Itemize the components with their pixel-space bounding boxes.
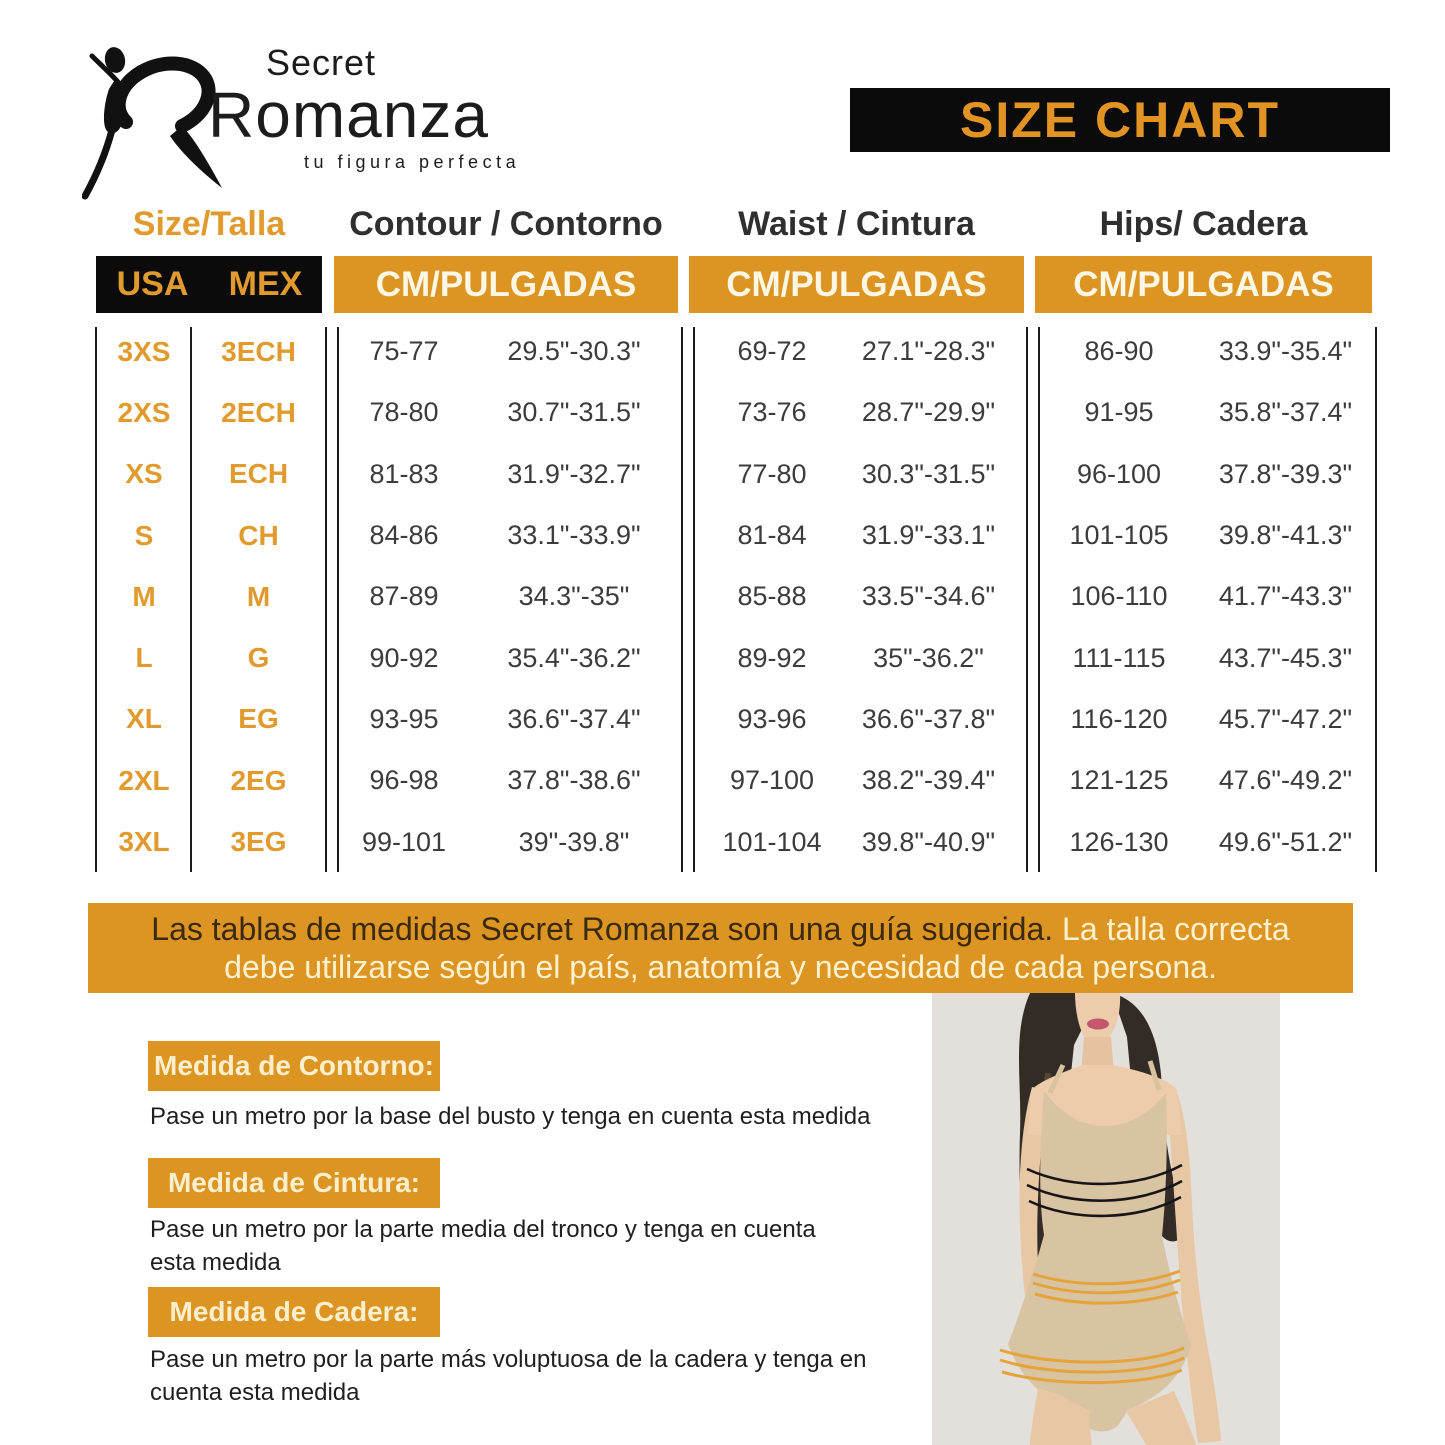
measure-value: 85-88 [737, 581, 807, 612]
size-label: 3EG [230, 826, 287, 858]
measure-value: 49.6"-51.2" [1218, 826, 1353, 857]
size-label: 2ECH [221, 396, 296, 428]
measure-value: 101-104 [722, 826, 822, 857]
measure-value: 35.8"-37.4" [1218, 397, 1353, 428]
measure-value: 84-86 [369, 520, 439, 551]
usa-label: USA [116, 265, 189, 303]
measure-value: 73-76 [737, 397, 807, 428]
measure-value: 33.9"-35.4" [1218, 336, 1353, 367]
page-title: SIZE CHART [960, 92, 1280, 148]
measure-value: 78-80 [369, 397, 439, 428]
measure-value: 121-125 [1069, 765, 1169, 796]
measure-value: 37.8"-38.6" [507, 765, 641, 796]
contour-measure-text [150, 1100, 950, 1133]
measure-value: 41.7"-43.3" [1218, 581, 1353, 612]
size-label: 2XL [118, 764, 170, 796]
notice-text-dark: Las tablas de medidas Secret Romanza son una guía sugerida. [151, 911, 1054, 947]
size-label: ECH [228, 458, 289, 490]
measure-value: 77-80 [737, 458, 807, 489]
size-label: G [247, 642, 270, 674]
size-label: M [246, 580, 271, 612]
table-row [95, 505, 1377, 566]
measure-value: 38.2"-39.4" [861, 765, 996, 796]
measure-value: 75-77 [369, 336, 439, 367]
measure-value: 69-72 [737, 336, 807, 367]
usa-mex-band [96, 256, 322, 313]
table-row [95, 627, 1377, 688]
size-label: 3XL [118, 826, 170, 858]
measure-value: 96-98 [369, 765, 439, 796]
size-label: 3ECH [221, 335, 296, 367]
brand-tagline: tu figura perfecta [304, 152, 521, 172]
hips-measure-title: Medida de Cadera: [148, 1287, 440, 1337]
measure-value: 39.8"-41.3" [1218, 520, 1353, 551]
measure-value: 33.5"-34.6" [861, 581, 996, 612]
contour-measure-line-1: Pase un metro por la base del busto y tenga en cuenta esta medida [150, 1103, 871, 1130]
mex-label: MEX [228, 265, 303, 303]
measure-value: 45.7"-47.2" [1218, 703, 1353, 734]
header-hips: Hips/ Cadera [1099, 205, 1308, 243]
size-chart-title-bar [850, 88, 1390, 152]
brand-name-top: Secret [266, 42, 377, 83]
measure-value: 33.1"-33.9" [507, 520, 641, 551]
table-row [95, 444, 1377, 505]
table-row [95, 689, 1377, 750]
measure-value: 43.7"-45.3" [1218, 642, 1353, 673]
size-label: L [135, 642, 153, 674]
model-photo [932, 993, 1280, 1445]
header-waist: Waist / Cintura [738, 205, 975, 243]
waist-units-band: CM/PULGADAS [689, 256, 1024, 313]
measure-value: 99-101 [361, 826, 447, 857]
measure-value: 35.4"-36.2" [507, 642, 641, 673]
measure-value: 47.6"-49.2" [1218, 765, 1353, 796]
hips-measure-line-2: cuenta esta medida [150, 1379, 360, 1406]
measure-value: 106-110 [1070, 581, 1168, 612]
brand-name-main: Romanza [208, 79, 489, 151]
waist-measure-title: Medida de Cintura: [148, 1158, 440, 1208]
hips-measure-text [150, 1343, 950, 1409]
table-body [95, 321, 1377, 873]
notice-line-1 [88, 910, 1353, 948]
contour-units-band: CM/PULGADAS [334, 256, 678, 313]
notice-line-2: debe utilizarse según el país, anatomía y necesidad de cada persona. [224, 949, 1217, 985]
measure-value: 29.5"-30.3" [507, 336, 641, 367]
waist-measure-text [150, 1213, 950, 1279]
measure-value: 31.9"-32.7" [507, 458, 641, 489]
measure-value: 86-90 [1084, 336, 1154, 367]
measure-value: 39.8"-40.9" [861, 826, 996, 857]
size-label: EG [238, 703, 279, 735]
measure-value: 81-84 [737, 520, 807, 551]
waist-measure-line-2: esta medida [150, 1249, 281, 1276]
measure-value: 126-130 [1069, 826, 1169, 857]
measure-value: 36.6"-37.8" [861, 703, 996, 734]
table-row [95, 566, 1377, 627]
size-label: M [132, 580, 156, 612]
measure-value: 39"-39.8" [518, 826, 630, 857]
size-label: XL [126, 703, 162, 735]
measure-value: 111-115 [1072, 642, 1166, 673]
measure-value: 101-105 [1069, 520, 1169, 551]
notice-banner [88, 903, 1353, 993]
hips-measure-line-1: Pase un metro por la parte más voluptuosa de la cadera y tenga en [150, 1346, 867, 1373]
measure-value: 30.7"-31.5" [507, 397, 641, 428]
measure-value: 27.1"-28.3" [861, 336, 996, 367]
size-label: 2XS [117, 396, 171, 428]
measure-value: 28.7"-29.9" [861, 397, 996, 428]
measure-value: 116-120 [1070, 703, 1168, 734]
measure-value: 81-83 [369, 458, 439, 489]
measure-value: 90-92 [369, 642, 439, 673]
size-label: S [134, 519, 154, 551]
notice-text-cream: La talla correcta [1053, 911, 1290, 947]
header-size-talla: Size/Talla [132, 205, 286, 243]
measure-value: 37.8"-39.3" [1218, 458, 1353, 489]
table-row [95, 811, 1377, 872]
measure-value: 96-100 [1076, 458, 1162, 489]
measure-value: 97-100 [729, 765, 815, 796]
waist-measure-line-1: Pase un metro por la parte media del tronco y tenga en cuenta [150, 1216, 816, 1243]
hips-units-band: CM/PULGADAS [1035, 256, 1372, 313]
measure-value: 36.6"-37.4" [507, 703, 641, 734]
header-contour: Contour / Contorno [349, 205, 663, 243]
measure-value: 93-96 [737, 703, 807, 734]
table-row [95, 321, 1377, 382]
measure-value: 30.3"-31.5" [861, 458, 996, 489]
measure-value: 87-89 [369, 581, 439, 612]
measure-value: 89-92 [737, 642, 807, 673]
size-label: CH [238, 519, 279, 551]
brand-name [208, 42, 568, 192]
measure-value: 31.9"-33.1" [861, 520, 996, 551]
measure-value: 91-95 [1084, 397, 1154, 428]
size-label: 3XS [117, 335, 171, 367]
measure-value: 35"-36.2" [873, 642, 984, 673]
table-row [95, 382, 1377, 443]
size-label: 2EG [230, 764, 287, 796]
size-label: XS [125, 458, 163, 490]
measure-value: 34.3"-35" [518, 581, 630, 612]
table-row [95, 750, 1377, 811]
measure-value: 93-95 [369, 703, 439, 734]
contour-measure-title: Medida de Contorno: [148, 1041, 440, 1091]
